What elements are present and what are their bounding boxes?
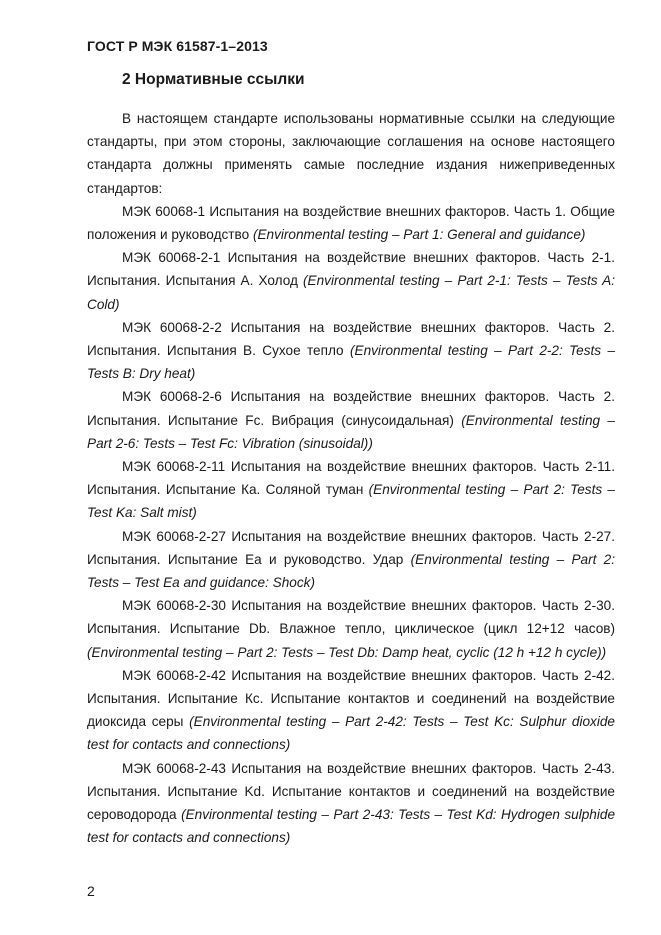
- reference-ru: МЭК 60068-2-2 Испытания на воздействие внешних факторов. Часть 2. Испытания. Испытания В. Сухое тепло: [87, 319, 615, 359]
- reference-en: (Environmental testing – Part 2-43: Tests – Test Kd: Hydrogen sulphide test for contacts and connections): [87, 807, 616, 846]
- references-body: [87, 107, 615, 850]
- document-header: ГОСТ Р МЭК 61587-1–2013: [87, 38, 268, 54]
- reference-item: [87, 757, 615, 850]
- reference-item: [87, 200, 615, 246]
- reference-en: (Environmental testing – Part 2: Tests – Test Db: Damp heat, cyclic (12 h +12 h cycle)): [87, 644, 607, 660]
- reference-item: [87, 246, 615, 316]
- page-number: 2: [87, 883, 95, 899]
- reference-ru: МЭК 60068-2-6 Испытания на воздействие внешних факторов. Часть 2. Испытания. Испытание Fc. Вибрация (синусоидальная): [87, 389, 615, 428]
- reference-ru: МЭК 60068-2-30 Испытания на воздействие внешних факторов. Часть 2-30. Испытания. Испытание Db. Влажное тепло, циклическое (цикл 12+12 часов): [87, 598, 615, 637]
- reference-en: (Environmental testing – Part 2: Tests – Test Ea and guidance: Shock): [87, 551, 615, 591]
- reference-item: [87, 525, 615, 595]
- reference-ru: МЭК 60068-2-11 Испытания на воздействие внешних факторов. Часть 2-11. Испытания. Испытание Ка. Соляной туман: [87, 459, 615, 498]
- section-title: 2 Нормативные ссылки: [122, 71, 305, 88]
- reference-item: [87, 455, 615, 525]
- reference-ru: МЭК 60068-1 Испытания на воздействие внешних факторов. Часть 1. Общие положения и руководство: [87, 203, 615, 243]
- reference-ru: МЭК 60068-2-43 Испытания на воздействие внешних факторов. Часть 2-43. Испытания. Испытание Kd. Испытание контактов и соединений на воздействие сероводорода: [87, 760, 615, 823]
- reference-en: (Environmental testing – Part 2: Tests – Test Ka: Salt mist): [87, 482, 615, 521]
- reference-item: [87, 385, 615, 455]
- reference-item: [87, 664, 615, 757]
- intro-paragraph: В настоящем стандарте использованы нормативные ссылки на следующие стандарты, при этом стороны, заключающие соглашения на основе настоящего стандарта должны применять самые последние издания нижеприведенных стандартов:: [87, 111, 615, 196]
- reference-en: (Environmental testing – Part 2-1: Tests – Tests A: Cold): [87, 273, 615, 312]
- reference-ru: МЭК 60068-2-27 Испытания на воздействие внешних факторов. Часть 2-27. Испытания. Испытание Еа и руководство. Удар: [87, 528, 615, 567]
- reference-en: (Environmental testing – Part 2-42: Tests – Test Kc: Sulphur dioxide test for contacts and connections): [87, 714, 615, 753]
- reference-item: [87, 316, 615, 386]
- reference-ru: МЭК 60068-2-1 Испытания на воздействие внешних факторов. Часть 2-1. Испытания. Испытания А. Холод: [87, 250, 615, 289]
- reference-en: (Environmental testing – Part 1: General and guidance): [252, 227, 586, 243]
- reference-en: (Environmental testing – Part 2-2: Tests – Tests B: Dry heat): [87, 343, 616, 382]
- reference-en: (Environmental testing – Part 2-6: Tests – Test Fc: Vibration (sinusoidal)): [87, 412, 615, 451]
- reference-item: [87, 594, 615, 664]
- reference-ru: МЭК 60068-2-42 Испытания на воздействие внешних факторов. Часть 2-42. Испытания. Испытание Кс. Испытание контактов и соединений на воздействие диоксида серы: [87, 667, 615, 730]
